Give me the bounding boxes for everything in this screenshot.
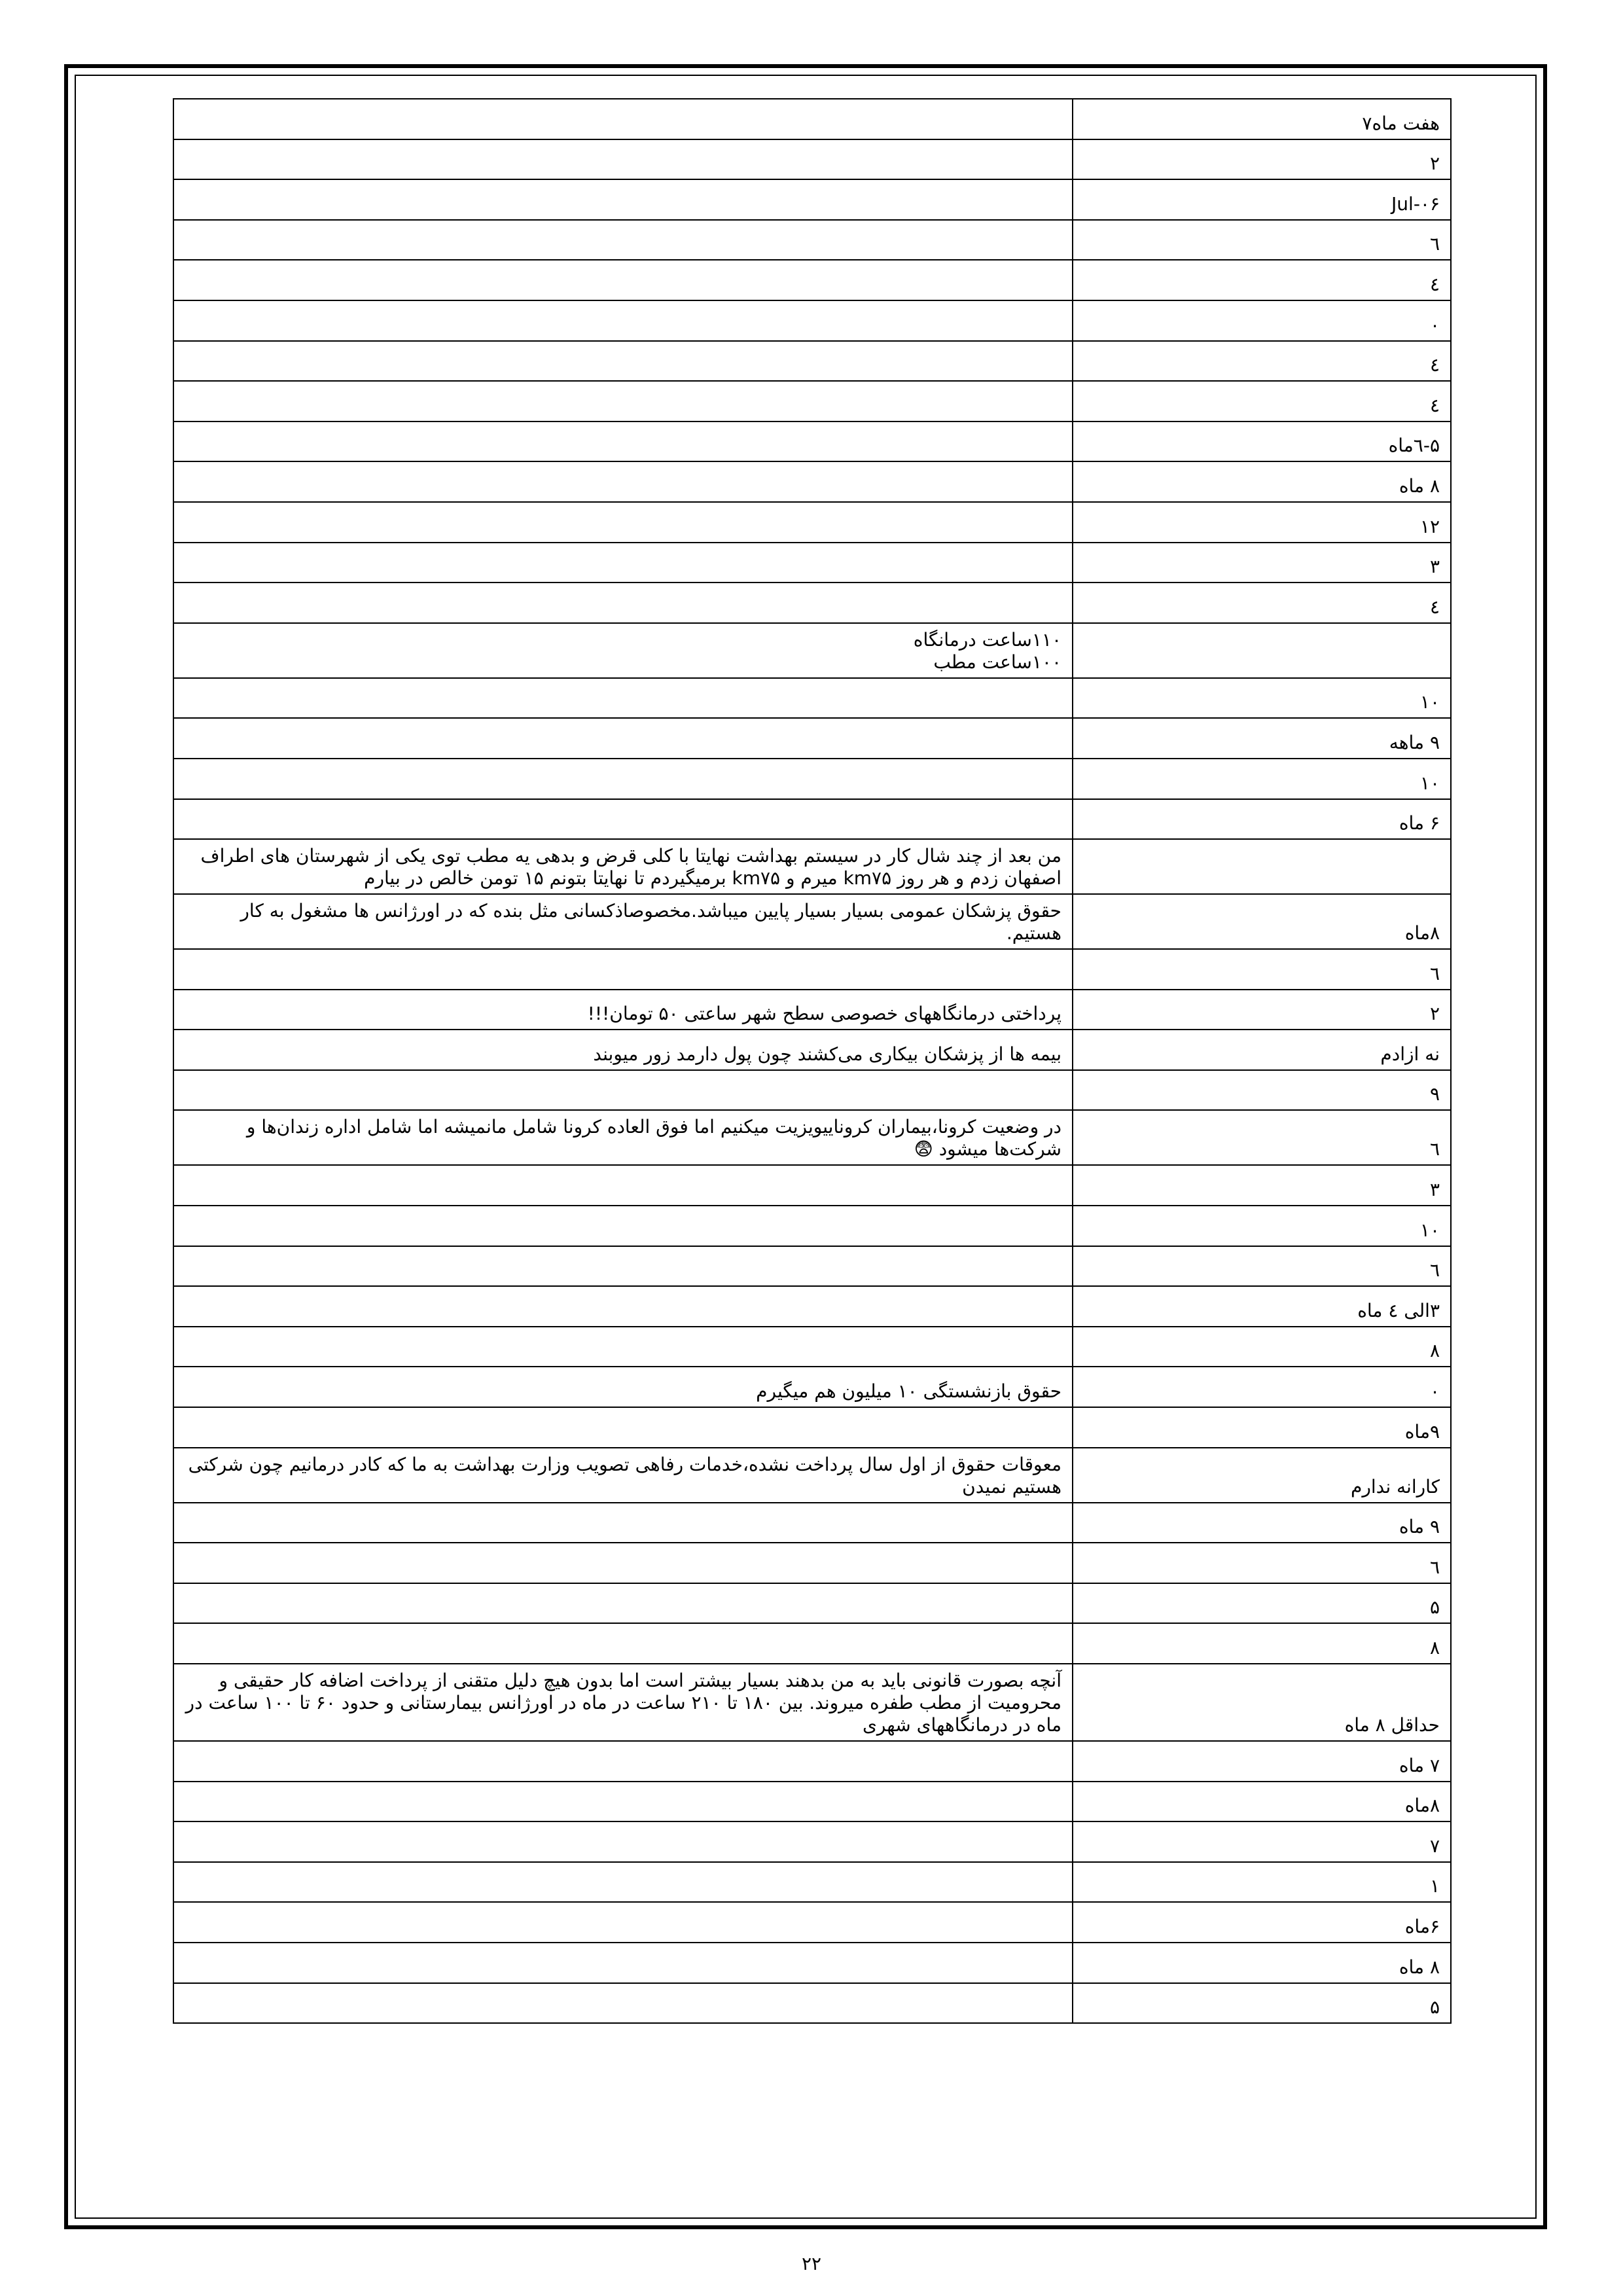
table-row — [173, 220, 1451, 260]
comment-cell — [173, 381, 1073, 422]
answer-cell: ۲ — [1073, 990, 1451, 1030]
table-row — [173, 1503, 1451, 1543]
comment-cell — [173, 220, 1073, 260]
comment-cell: پرداختی درمانگاههای خصوصی سطح شهر ساعتی ۵۰ تومان!!! — [173, 990, 1073, 1030]
table-row — [173, 502, 1451, 543]
comment-cell: در وضعیت کرونا،بیماران کروناییویزیت میکنیم اما فوق العاده کرونا شامل مانمیشه اما شامل اداره زندان‌ها و شرکت‌ها میشود 😨 — [173, 1110, 1073, 1165]
answer-cell: ۵ — [1073, 1583, 1451, 1624]
comment-cell — [173, 718, 1073, 759]
table-row — [173, 1246, 1451, 1287]
table-row — [173, 1070, 1451, 1111]
answer-cell: Jul-۰۶ — [1073, 179, 1451, 220]
answer-cell: ۱۰ — [1073, 678, 1451, 719]
answer-cell: ۱ — [1073, 1862, 1451, 1903]
answer-cell: ۱۰ — [1073, 1206, 1451, 1246]
comment-cell — [173, 139, 1073, 180]
table-row — [173, 543, 1451, 583]
answer-cell: ٤ — [1073, 583, 1451, 623]
comment-cell: حقوق پزشکان عمومی بسیار بسیار پایین میباشد.مخصوصاذکسانی مثل بنده که در اورژانس ها مشغول به کار هستیم. — [173, 894, 1073, 949]
answer-cell: حداقل ۸ ماه — [1073, 1664, 1451, 1741]
comment-cell — [173, 1206, 1073, 1246]
comment-cell — [173, 1327, 1073, 1367]
table-row — [173, 1206, 1451, 1246]
comment-cell — [173, 1246, 1073, 1287]
table-row — [173, 1821, 1451, 1862]
answer-cell: ٦ — [1073, 220, 1451, 260]
table-row — [173, 839, 1451, 894]
table-row — [173, 1327, 1451, 1367]
comment-cell — [173, 583, 1073, 623]
table-row — [173, 1862, 1451, 1903]
table-row — [173, 1623, 1451, 1664]
table-row — [173, 1286, 1451, 1327]
comment-cell — [173, 1543, 1073, 1583]
table-row — [173, 1782, 1451, 1822]
comment-cell: آنچه بصورت قانونی باید به من بدهند بسیار بیشتر است اما بدون هیچ دلیل متقنی از پرداخت اضافه کار حقیقی و محرومیت از مطب طفره میروند. بین ۱۸۰ تا ۲۱۰ ساعت در ماه در اورژانس بیمارستانی و حدود ۶۰ تا ۱۰۰ ساعت در ماه در درمانگاههای شهری — [173, 1664, 1073, 1741]
table-row — [173, 894, 1451, 949]
answer-cell: ۸ماه — [1073, 894, 1451, 949]
comment-cell — [173, 678, 1073, 719]
answer-cell: ۸ ماه — [1073, 461, 1451, 502]
answer-cell: ۹ — [1073, 1070, 1451, 1111]
answer-cell: ۲ — [1073, 139, 1451, 180]
comment-cell — [173, 1286, 1073, 1327]
comment-cell: معوقات حقوق از اول سال پرداخت نشده،خدمات رفاهی تصویب وزارت بهداشت به ما که کادر درمانیم چون شرکتی هستیم نمیدن — [173, 1448, 1073, 1503]
comment-cell: بیمه ها از پزشکان بیکاری می‌کشند چون پول دارمد زور میوبند — [173, 1030, 1073, 1070]
comment-cell — [173, 300, 1073, 341]
comment-cell: ۱۱۰ساعت درمانگاه ۱۰۰ساعت مطب — [173, 623, 1073, 678]
table-row — [173, 990, 1451, 1030]
answer-cell: ۸ ماه — [1073, 1943, 1451, 1983]
answer-cell: ۳ — [1073, 543, 1451, 583]
answer-cell: ۱۲ — [1073, 502, 1451, 543]
comment-cell — [173, 461, 1073, 502]
comment-cell — [173, 1165, 1073, 1206]
table-row — [173, 1110, 1451, 1165]
table-row — [173, 1664, 1451, 1741]
table-row — [173, 1367, 1451, 1407]
comment-cell — [173, 1407, 1073, 1448]
survey-table-body — [173, 99, 1451, 2023]
comment-cell — [173, 1902, 1073, 1943]
answer-cell: ٤ — [1073, 341, 1451, 382]
comment-cell — [173, 799, 1073, 840]
table-row — [173, 461, 1451, 502]
answer-cell: ۸ — [1073, 1327, 1451, 1367]
table-row — [173, 1983, 1451, 2024]
answer-cell: ۸ — [1073, 1623, 1451, 1664]
answer-cell: ٦ — [1073, 949, 1451, 990]
comment-cell — [173, 341, 1073, 382]
table-row — [173, 623, 1451, 678]
answer-cell: ۹ ماه — [1073, 1503, 1451, 1543]
table-row — [173, 341, 1451, 382]
table-row — [173, 583, 1451, 623]
answer-cell: ۷ ماه — [1073, 1741, 1451, 1782]
answer-cell: ۹ ماهه — [1073, 718, 1451, 759]
answer-cell: ۹ماه — [1073, 1407, 1451, 1448]
table-row — [173, 1407, 1451, 1448]
answer-cell — [1073, 839, 1451, 894]
comment-cell — [173, 1821, 1073, 1862]
comment-cell — [173, 1070, 1073, 1111]
table-row — [173, 179, 1451, 220]
comment-cell — [173, 1983, 1073, 2024]
comment-cell — [173, 1741, 1073, 1782]
answer-cell: ٦ — [1073, 1110, 1451, 1165]
comment-cell: من بعد از چند شال کار در سیستم بهداشت نهایتا با کلی قرض و بدهی یه مطب توی یکی از شهرستان های اطراف اصفهان زدم و هر روز km۷۵ میرم و km۷۵ برمیگیردم تا نهایتا بتونم ۱۵ تومن خالص در بیارم — [173, 839, 1073, 894]
table-row — [173, 1741, 1451, 1782]
table-row — [173, 799, 1451, 840]
answer-cell — [1073, 623, 1451, 678]
answer-cell: ۱۰ — [1073, 759, 1451, 799]
comment-cell: حقوق بازنشستگی ۱۰ میلیون هم میگیرم — [173, 1367, 1073, 1407]
table-row — [173, 718, 1451, 759]
comment-cell — [173, 759, 1073, 799]
answer-cell: ٦ — [1073, 1543, 1451, 1583]
answer-cell: ۷ — [1073, 1821, 1451, 1862]
answer-cell: ٤ — [1073, 260, 1451, 300]
table-row — [173, 260, 1451, 300]
answer-cell: ۰ — [1073, 1367, 1451, 1407]
comment-cell — [173, 422, 1073, 462]
comment-cell — [173, 502, 1073, 543]
table-row — [173, 1583, 1451, 1624]
table-row — [173, 1902, 1451, 1943]
answer-cell: ۸ماه — [1073, 1782, 1451, 1822]
answer-cell: ٤ — [1073, 381, 1451, 422]
table-row — [173, 1165, 1451, 1206]
table-row — [173, 300, 1451, 341]
comment-cell — [173, 179, 1073, 220]
answer-cell: ۳ — [1073, 1165, 1451, 1206]
answer-cell: ۰ — [1073, 300, 1451, 341]
answer-cell: کارانه ندارم — [1073, 1448, 1451, 1503]
table-row — [173, 949, 1451, 990]
answer-cell: ۵-٦ماه — [1073, 422, 1451, 462]
answer-cell: نه ازادم — [1073, 1030, 1451, 1070]
comment-cell — [173, 260, 1073, 300]
table-row — [173, 1943, 1451, 1983]
answer-cell: ٦ — [1073, 1246, 1451, 1287]
table-row — [173, 678, 1451, 719]
table-row — [173, 1543, 1451, 1583]
survey-table — [173, 98, 1452, 2024]
table-row — [173, 381, 1451, 422]
comment-cell — [173, 99, 1073, 139]
comment-cell — [173, 1623, 1073, 1664]
table-row — [173, 99, 1451, 139]
comment-cell — [173, 1503, 1073, 1543]
table-row — [173, 1030, 1451, 1070]
table-row — [173, 422, 1451, 462]
answer-cell: ۵ — [1073, 1983, 1451, 2024]
comment-cell — [173, 543, 1073, 583]
answer-cell: ۶ ماه — [1073, 799, 1451, 840]
answer-cell: ۳الی ٤ ماه — [1073, 1286, 1451, 1327]
comment-cell — [173, 1782, 1073, 1822]
table-row — [173, 759, 1451, 799]
page-number: ۲۲ — [801, 2253, 822, 2274]
answer-cell: هفت ماه۷ — [1073, 99, 1451, 139]
table-row — [173, 1448, 1451, 1503]
answer-cell: ۶ماه — [1073, 1902, 1451, 1943]
comment-cell — [173, 949, 1073, 990]
comment-cell — [173, 1583, 1073, 1624]
comment-cell — [173, 1943, 1073, 1983]
comment-cell — [173, 1862, 1073, 1903]
table-row — [173, 139, 1451, 180]
